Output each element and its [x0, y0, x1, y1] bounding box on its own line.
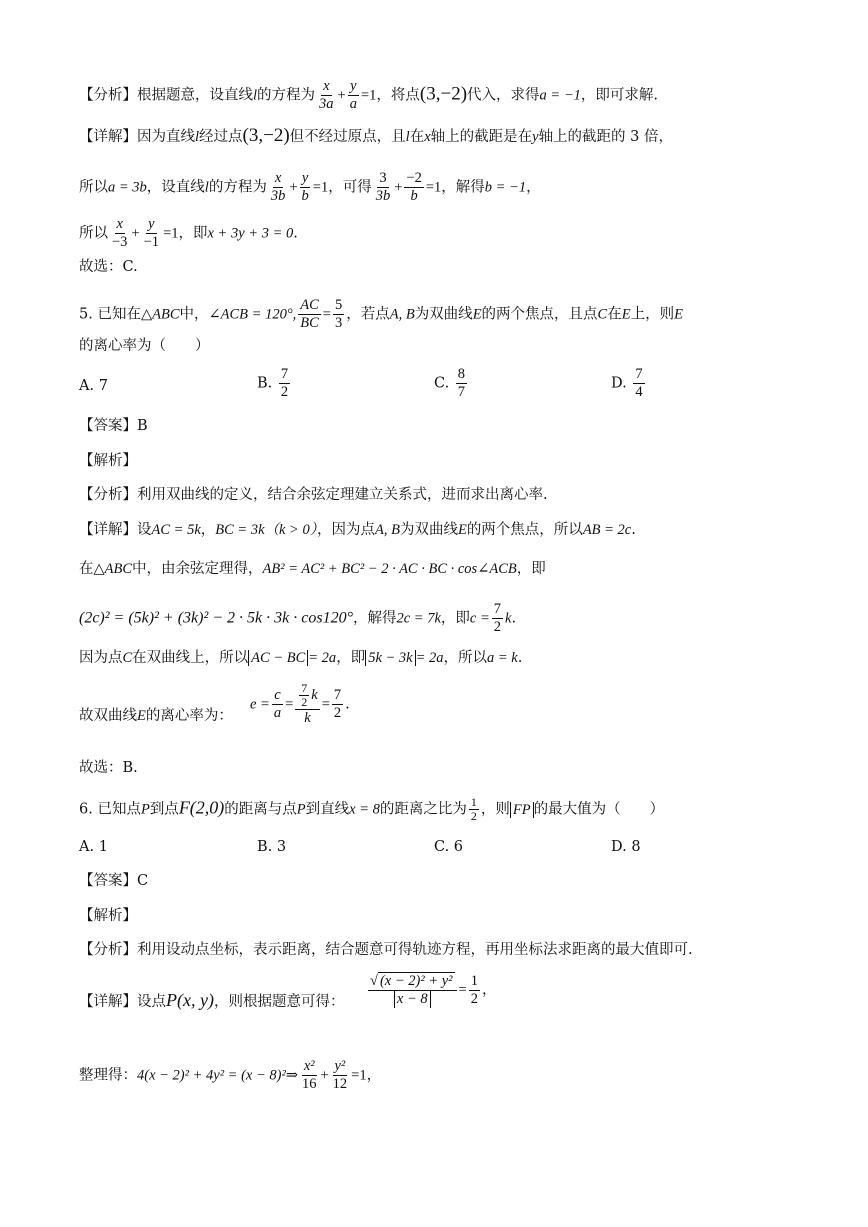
numerator: x: [274, 170, 282, 186]
detail-heading: 【详解】: [79, 522, 137, 538]
text: 中，: [179, 306, 209, 323]
q5-option-c: [434, 366, 469, 401]
text: 5. 已知在: [79, 306, 141, 323]
text: ，即可求解.: [580, 87, 658, 104]
text: 6. 已知点: [79, 801, 141, 818]
numerator: AC: [300, 297, 319, 313]
math: E: [472, 306, 482, 323]
fraction: [368, 972, 457, 1008]
denominator: k: [304, 710, 311, 726]
text: 设点: [137, 994, 166, 1010]
math: （k > 0）: [264, 522, 317, 538]
plus-sign: +: [320, 1067, 329, 1084]
math: AB² = AC² + BC² − 2 · AC · BC · cos∠ACB: [262, 561, 517, 577]
math: 2c = 7k: [396, 610, 441, 627]
q4-detail-line: [79, 126, 828, 147]
text: 因为点: [79, 650, 123, 666]
option-label: B.: [257, 375, 273, 392]
q6-answer: 【答案】C: [79, 873, 149, 889]
fraction: [469, 973, 480, 1008]
detail-heading: 【详解】: [79, 994, 137, 1010]
q5-analysis: 【分析】利用双曲线的定义，结合余弦定理建立关系式，进而求出离心率.: [79, 487, 548, 503]
text: 所以: [79, 225, 108, 242]
q5-choice: 故选：B.: [79, 760, 138, 776]
q4-detail-line-3: 所以 $\frac{x}{-3}$ + $\frac{y}{-1}$ =1，即x + 3y + 3 = 0.: [79, 216, 298, 250]
text: ，所以: [443, 650, 488, 666]
text: 在: [79, 561, 94, 577]
math: AB = 2c: [582, 522, 632, 538]
denominator: a: [349, 96, 357, 112]
text: ，因为点: [316, 522, 375, 538]
math: =: [285, 696, 294, 713]
text: .: [511, 610, 517, 627]
fraction: [331, 1058, 350, 1093]
text: 为双曲线: [414, 306, 473, 323]
q4-analysis-line: [79, 78, 828, 113]
math: x: [424, 129, 431, 145]
math: e =: [250, 696, 270, 713]
denominator: 4: [635, 384, 643, 400]
math: P: [296, 801, 306, 818]
text: ，若点: [346, 306, 390, 323]
numerator: 7: [493, 601, 501, 617]
math: =: [458, 982, 467, 998]
denominator: 2: [301, 695, 308, 709]
numerator: x: [116, 216, 123, 232]
numerator: 5: [334, 297, 343, 313]
math: c =: [469, 610, 490, 627]
q5-detail-1: [79, 520, 828, 540]
text: .: [517, 650, 523, 666]
absolute-value: FP: [510, 802, 534, 818]
numerator: 7: [635, 366, 643, 382]
text: 代入，求得: [467, 87, 540, 104]
q5-jiexi: 【解析】: [79, 453, 137, 469]
text: 到点: [149, 801, 179, 818]
absolute-value: 5k − 3k: [365, 650, 415, 666]
numerator: y: [350, 78, 357, 94]
text: .: [631, 522, 636, 538]
fraction: [469, 796, 479, 823]
text: ，解得: [441, 179, 485, 196]
compound-numerator: [295, 682, 319, 710]
numerator: x²: [303, 1058, 315, 1074]
math: P: [140, 801, 150, 818]
denominator: b: [410, 188, 418, 204]
numerator: 7: [333, 687, 342, 703]
fraction: [332, 687, 343, 722]
fraction: [633, 366, 644, 401]
numerator: y: [301, 170, 309, 186]
text: 为双曲线: [399, 522, 458, 538]
denominator: 3a: [319, 96, 334, 112]
absolute-value: AC − BC: [248, 650, 308, 666]
text: 在: [409, 129, 425, 145]
text: 的两个焦点，所以: [466, 522, 583, 538]
denominator: 3b: [270, 188, 286, 204]
math: b = −1: [484, 179, 527, 196]
fraction: [404, 170, 423, 205]
numerator: c: [274, 687, 281, 703]
math: =1: [351, 1067, 367, 1084]
q5-stem-2: 的离心率为（ ）: [79, 338, 210, 354]
text: ，即: [516, 561, 546, 577]
math: 4(x − 2)² + 4y² = (x − 8)²: [137, 1067, 286, 1084]
fraction: [333, 297, 344, 332]
text: ，则根据题意可得：: [213, 994, 345, 1010]
text: 的距离与点: [224, 801, 297, 818]
q6-option-a: A. 1: [79, 839, 108, 855]
text: 所以: [79, 179, 108, 196]
text: 在双曲线上，所以: [132, 650, 249, 666]
denominator: −1: [143, 234, 160, 250]
q6-analysis: 【分析】利用设动点坐标，表示距离，结合题意可得轨迹方程，再用坐标法求距离的最大值即可.: [79, 942, 693, 958]
text: 中，由余弦定理得，: [132, 561, 263, 577]
q6-detail-2: [79, 1058, 828, 1093]
numerator: √ (x − 2)² + y²: [368, 972, 457, 991]
q4-detail-line-2: 所以a = 3b，设直线l的方程为 $\frac{x}{3b}$ + $\frac{y}{b}$ =1，可得 $\frac{3}{3b}$ + $\frac{-2}{b}$ =1，解得b = −1，: [79, 170, 541, 204]
q6-option-d: D. 8: [611, 839, 641, 855]
q4-choice: 故选：C.: [79, 259, 138, 275]
denominator: a: [273, 705, 282, 721]
q5-detail-4: [79, 648, 828, 668]
absolute-value: x − 8: [394, 991, 431, 1008]
math: F(2,0): [178, 797, 225, 818]
q6-stem: [79, 796, 828, 823]
text: ，可得: [328, 179, 372, 196]
fraction: [142, 216, 161, 251]
math: (3,−2): [419, 83, 468, 105]
numerator: x: [323, 78, 330, 94]
text: ，将点: [376, 87, 420, 104]
math: A, B: [374, 522, 400, 538]
math: =1: [312, 179, 329, 196]
fraction: [110, 216, 129, 251]
math: l: [405, 129, 410, 145]
fraction: [299, 682, 309, 709]
denominator: 2: [333, 705, 342, 721]
compound-fraction: [295, 682, 319, 727]
numerator: 3: [379, 170, 387, 186]
q5-detail-3: [79, 601, 828, 636]
math: C: [122, 650, 133, 666]
text: ，即: [178, 225, 208, 242]
denominator: 7: [457, 384, 466, 400]
text: 轴上的截距的 3 倍，: [538, 129, 674, 145]
math: (2c)² = (5k)² + (3k)² − 2 · 5k · 3k · cos120°: [79, 609, 353, 627]
denominator: 2: [280, 384, 289, 400]
text: 在: [607, 306, 622, 323]
option-label: D.: [611, 375, 627, 392]
math: l: [204, 179, 209, 196]
denominator: BC: [300, 315, 319, 331]
fraction: [374, 170, 393, 205]
fraction: [300, 170, 311, 205]
math: = 2a: [415, 650, 444, 666]
text: ，: [200, 522, 216, 538]
text: 的最大值为（ ）: [533, 801, 665, 818]
text: 的离心率为：: [145, 708, 233, 724]
math: △ABC: [140, 306, 180, 323]
denominator: −3: [112, 234, 128, 250]
numerator: y: [148, 216, 155, 232]
fraction: [300, 1058, 319, 1093]
text: 到直线: [305, 801, 350, 818]
numerator: 1: [470, 972, 478, 989]
text: ，: [526, 179, 541, 196]
detail-heading: 【详解】: [79, 129, 137, 145]
q6-distance-equation: [366, 972, 496, 1008]
text: 但不经过原点，且: [289, 129, 406, 145]
math: BC = 3k: [215, 522, 265, 538]
plus-sign: +: [337, 87, 346, 104]
denominator: 16: [301, 1076, 317, 1092]
text: ，: [366, 1067, 382, 1084]
math: △ABC: [93, 561, 133, 577]
math: E: [137, 708, 146, 724]
math: E: [674, 306, 683, 323]
q5-answer: 【答案】B: [79, 418, 148, 434]
math: y: [532, 129, 539, 145]
math: =1: [163, 225, 179, 242]
option-label: C.: [434, 375, 450, 392]
denominator: 3: [334, 315, 343, 331]
q6-jiexi: 【解析】: [79, 908, 137, 924]
text: ，设直线: [146, 179, 205, 196]
text: ，: [481, 982, 497, 998]
fraction: [298, 297, 321, 332]
text: .: [293, 225, 298, 242]
math: =: [322, 306, 331, 323]
text: 因为直线: [137, 129, 195, 145]
text: 根据题意，设直线: [137, 87, 253, 104]
numerator: 1: [470, 795, 477, 809]
text: ，即: [440, 610, 470, 627]
text: ，解得: [352, 610, 397, 627]
text: 故双曲线: [79, 708, 137, 724]
text: 轴上的截距是在: [430, 129, 533, 145]
q5-detail-5: [79, 706, 828, 726]
math: l: [253, 87, 258, 104]
math: (3,−2): [242, 125, 290, 146]
q5-option-b: [257, 366, 292, 401]
denominator: 2: [470, 990, 478, 1007]
text: 的距离之比为: [379, 801, 467, 818]
fraction: [272, 687, 283, 722]
implies-arrow: ⇒: [285, 1067, 298, 1084]
numerator: y²: [334, 1058, 346, 1074]
fraction: [279, 366, 290, 401]
square-root: (x − 2)² + y²: [379, 973, 453, 989]
denominator: 2: [493, 619, 501, 635]
text: 上，则: [630, 306, 675, 323]
denominator: 3b: [375, 188, 391, 204]
math: E: [621, 306, 631, 323]
math: A, B: [389, 306, 415, 323]
math: x = 8: [349, 801, 380, 818]
math: x + 3y + 3 = 0: [207, 225, 294, 242]
math: k: [505, 610, 512, 627]
math: k: [311, 686, 318, 703]
fraction: [456, 366, 467, 401]
text: 的方程为: [208, 179, 267, 196]
math: a = −1: [539, 87, 581, 104]
q5-stem: [79, 297, 828, 332]
q6-option-c: C. 6: [434, 839, 464, 855]
numerator: −2: [406, 170, 422, 186]
math: E: [457, 522, 467, 538]
text: 的方程为: [257, 87, 316, 104]
q5-option-d: [611, 366, 647, 401]
math: a = 3b: [108, 179, 147, 196]
q5-eccentricity-formula: e = $\frac{c}{a}$ = $\frac{7}{2}$ k k = $\frac{7}{2}$ .: [250, 681, 350, 726]
denominator: b: [301, 188, 309, 204]
math: =1: [360, 87, 377, 104]
math: l: [195, 129, 200, 145]
fraction: [492, 601, 503, 636]
math: P(x, y): [166, 990, 214, 1010]
math: a = k: [487, 650, 518, 666]
fraction: [269, 170, 288, 205]
q5-detail-2: [79, 559, 828, 579]
math: AC = 5k: [151, 522, 201, 538]
q5-option-a: A. 7: [79, 378, 108, 394]
text: 的两个焦点，且点: [481, 306, 598, 323]
denominator: 12: [332, 1076, 348, 1092]
math: C: [597, 306, 608, 323]
fraction: [348, 78, 359, 113]
numerator: 7: [280, 366, 289, 382]
analysis-heading: 【分析】: [79, 87, 137, 104]
math: = 2a: [308, 650, 337, 666]
fraction: [317, 78, 336, 113]
math: ∠ACB = 120°,: [208, 306, 297, 323]
denominator: 2: [470, 809, 477, 823]
text: ，则: [480, 801, 510, 818]
text: 经过点: [199, 129, 243, 145]
text: .: [345, 696, 350, 713]
text: ，即: [336, 650, 366, 666]
numerator: 8: [457, 366, 466, 382]
q6-option-b: B. 3: [257, 839, 287, 855]
numerator: 7: [301, 681, 308, 695]
text: 设: [137, 522, 152, 538]
text: 整理得：: [79, 1067, 137, 1084]
